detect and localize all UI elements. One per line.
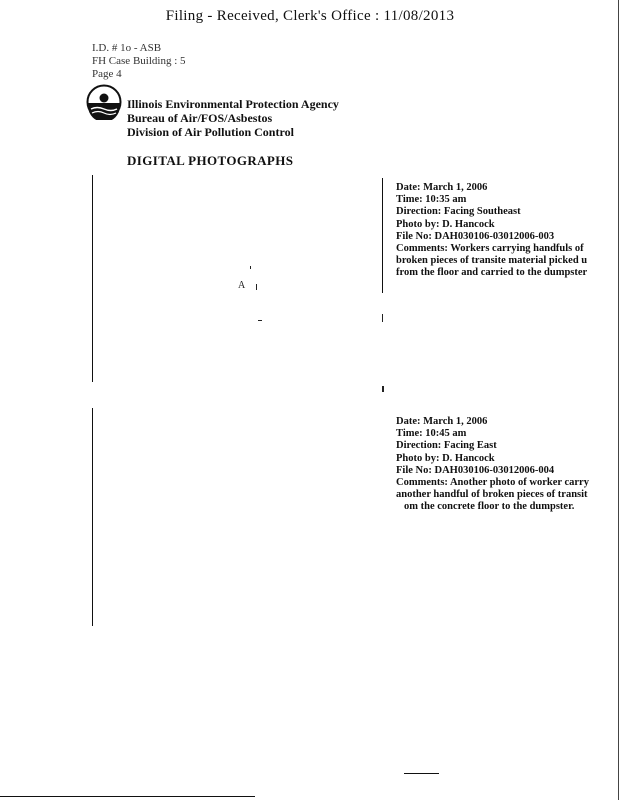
photo-1-file-number: File No: DAH030106-03012006-003 (396, 230, 555, 242)
photo-1-left-border (92, 175, 93, 382)
photo-2-comment-line: another handful of broken pieces of transit (396, 489, 588, 501)
reference-line-3: Page 4 (92, 68, 122, 80)
speck (256, 284, 257, 290)
filing-stamp: Filing - Received, Clerk's Office : 11/08/2013 (165, 8, 455, 24)
photo-2-file-number: File No: DAH030106-03012006-004 (396, 464, 555, 476)
illinois-epa-logo-icon (86, 84, 122, 120)
reference-line-2: FH Case Building : 5 (92, 55, 186, 67)
photo-1-comment-line: from the floor and carried to the dumpster (396, 267, 588, 279)
photo-1-right-border (382, 178, 383, 293)
photo-1-comment-line: Comments: Workers carrying handfuls of (396, 243, 584, 255)
photo-2-direction: Direction: Facing East (396, 440, 497, 452)
speck (250, 266, 251, 269)
page-bottom-edge (0, 796, 255, 797)
photo-fragment-mark: A (238, 280, 246, 291)
photo-1-time: Time: 10:35 am (396, 194, 467, 206)
photo-1-date: Date: March 1, 2006 (396, 182, 488, 193)
speck (382, 386, 384, 392)
photo-1-caption (396, 182, 618, 280)
section-title: DIGITAL PHOTOGRAPHS (127, 153, 294, 168)
photo-1-photographer: Photo by: D. Hancock (396, 218, 495, 230)
photo-2-comment-line: om the concrete floor to the dumpster. (404, 501, 575, 513)
photo-1-direction: Direction: Facing Southeast (396, 206, 521, 218)
agency-name: Illinois Environmental Protection Agency (127, 97, 339, 111)
speck (382, 314, 383, 322)
photo-2-photographer: Photo by: D. Hancock (396, 452, 495, 464)
speck (258, 320, 262, 321)
photo-2-time: Time: 10:45 am (396, 428, 467, 440)
agency-division: Division of Air Pollution Control (127, 125, 294, 139)
footer-rule (404, 773, 439, 774)
photo-2-left-border (92, 408, 93, 626)
reference-line-1: I.D. # 1o - ASB (92, 42, 162, 54)
photo-2-comment-line: Comments: Another photo of worker carry (396, 477, 589, 489)
agency-bureau: Bureau of Air/FOS/Asbestos (127, 111, 273, 125)
photo-2-caption (396, 416, 618, 514)
photo-1-comment-line: broken pieces of transite material picked u (396, 255, 588, 267)
page-right-edge (618, 0, 619, 800)
photo-2-date: Date: March 1, 2006 (396, 416, 488, 427)
